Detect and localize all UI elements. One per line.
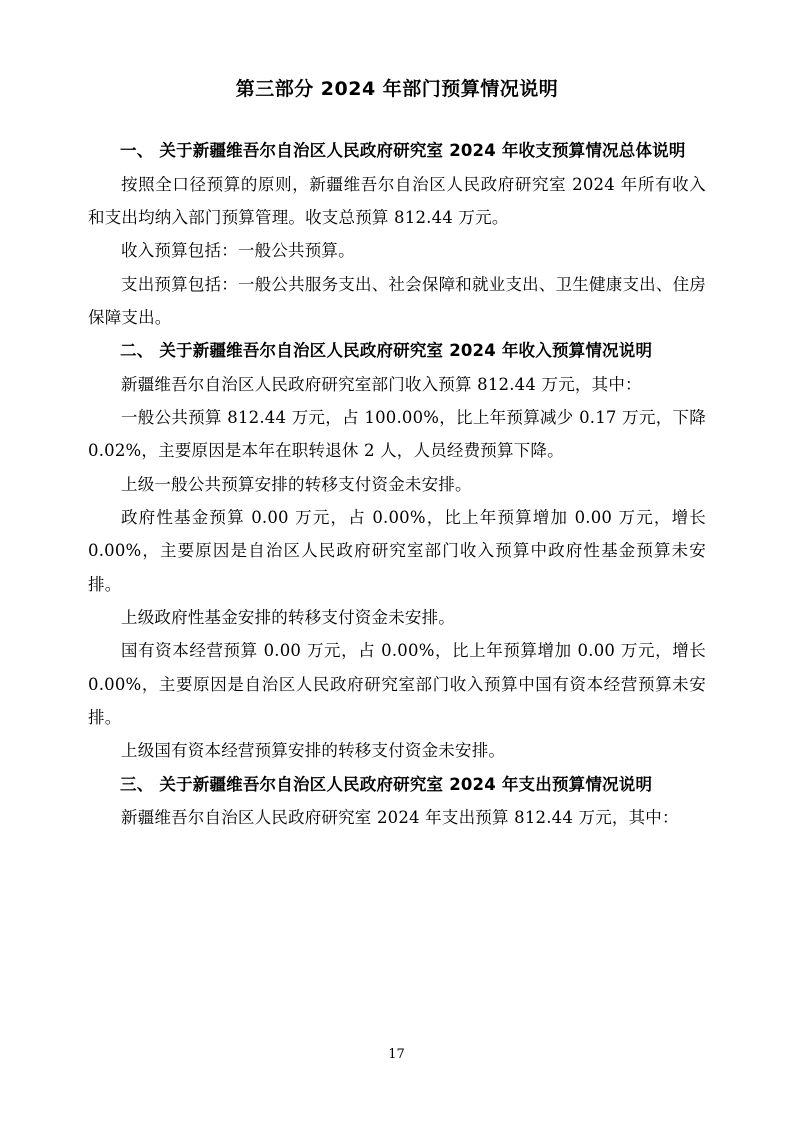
document-body: [88, 74, 706, 834]
page-title: 第三部分 2024 年部门预算情况说明: [235, 78, 559, 100]
paragraph: 按照全口径预算的原则，新疆维吾尔自治区人民政府研究室 2024 年所有收入和支出均纳入部门预算管理。收支总预算 812.44 万元。: [88, 174, 706, 228]
paragraph: 新疆维吾尔自治区人民政府研究室部门收入预算 812.44 万元，其中：: [121, 374, 642, 394]
paragraph: 政府性基金预算 0.00 万元，占 0.00%，比上年预算增加 0.00 万元，增长 0.00%，主要原因是自治区人民政府研究室部门收入预算中政府性基金预算未安排。: [88, 508, 706, 594]
section-heading-1: 一、 关于新疆维吾尔自治区人民政府研究室 2024 年收支预算情况总体说明: [120, 141, 686, 161]
page-number: 17: [388, 1047, 405, 1062]
paragraph: 收入预算包括：一般公共预算。: [121, 241, 355, 261]
section-heading-2: 二、 关于新疆维吾尔自治区人民政府研究室 2024 年收入预算情况说明: [120, 341, 653, 361]
paragraph: 支出预算包括：一般公共服务支出、社会保障和就业支出、卫生健康支出、住房保障支出。: [88, 274, 706, 328]
paragraph: 上级政府性基金安排的转移支付资金未安排。: [121, 607, 455, 627]
paragraph: 上级一般公共预算安排的转移支付资金未安排。: [121, 474, 472, 494]
paragraph: 新疆维吾尔自治区人民政府研究室 2024 年支出预算 812.44 万元，其中：: [121, 807, 679, 827]
paragraph: 国有资本经营预算 0.00 万元，占 0.00%，比上年预算增加 0.00 万元，增长 0.00%，主要原因是自治区人民政府研究室部门收入预算中国有资本经营预算未安排。: [88, 641, 706, 727]
section-heading-3: 三、 关于新疆维吾尔自治区人民政府研究室 2024 年支出预算情况说明: [120, 774, 653, 794]
paragraph: 上级国有资本经营预算安排的转移支付资金未安排。: [121, 741, 506, 761]
paragraph: 一般公共预算 812.44 万元，占 100.00%，比上年预算减少 0.17 万元，下降 0.02%，主要原因是本年在职转退休 2 人，人员经费预算下降。: [88, 408, 706, 461]
